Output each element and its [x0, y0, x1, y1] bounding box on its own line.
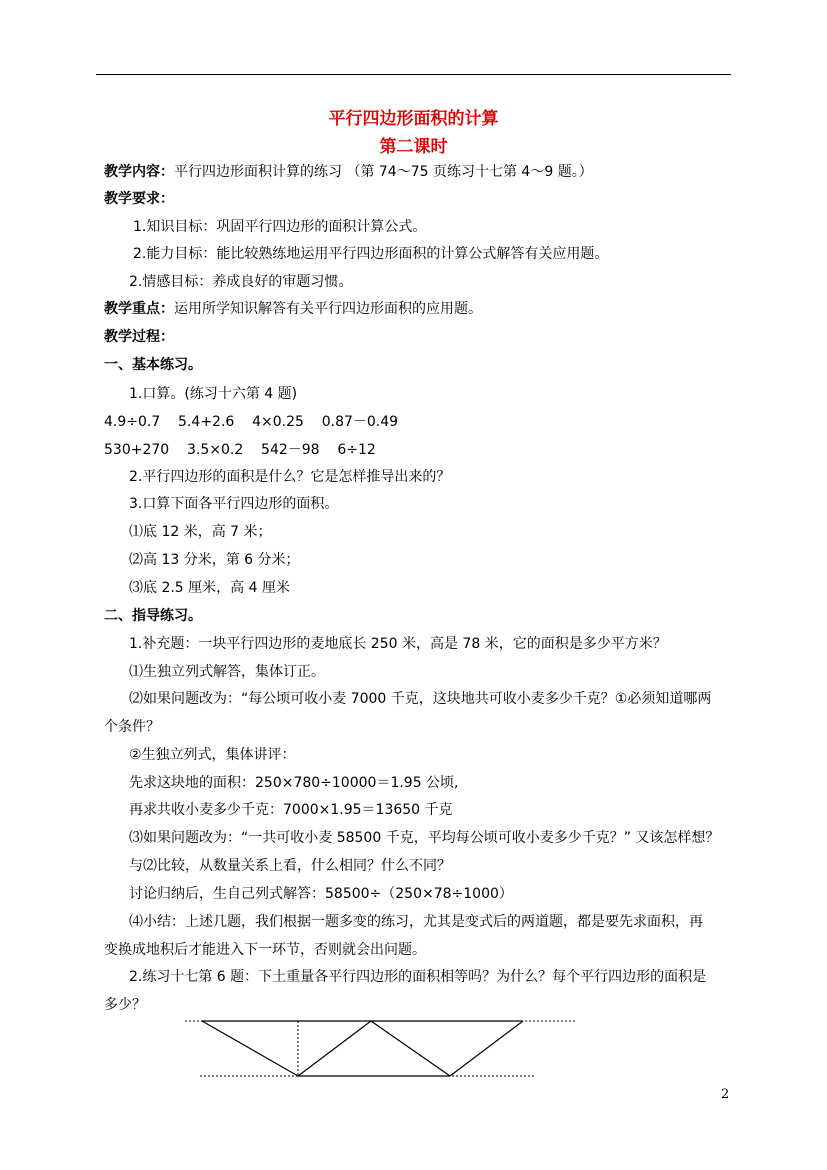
- key-point-text: 运用所学知识解答有关平行四边形面积的应用题。: [174, 301, 482, 317]
- content-text: 平行四边形面积计算的练习 （第 74～75 页练习十七第 4～9 题。）: [174, 164, 593, 180]
- page-number: 2: [721, 1087, 730, 1102]
- parallelogram-edge: [202, 1021, 298, 1076]
- section2-line: 先求这块地的面积：250×780÷10000＝1.95 公顷,: [129, 775, 459, 791]
- section2-line: ⑴生独立列式解答，集体订正。: [129, 664, 325, 680]
- section2-line: 1.补充题：一块平行四边形的麦地底长 250 米，高是 78 米，它的面积是多少平方米？: [129, 636, 667, 652]
- section1-line: 3.口算下面各平行四边形的面积。: [129, 496, 339, 512]
- section2-line: 讨论归纳后，生自己列式解答：58500÷（250×78÷1000）: [129, 886, 513, 902]
- content-line: [104, 162, 593, 182]
- parallelogram-edge: [450, 1021, 523, 1076]
- section2-line: ⑷小结：上述几题，我们根据一题多变的练习，尤其是变式后的两道题，都是要先求面积，再: [129, 914, 703, 930]
- header-rule: [96, 74, 731, 75]
- requirement-item: 2.能力目标：能比较熟练地运用平行四边形面积的计算公式解答有关应用题。: [133, 246, 609, 262]
- section1-line: ⑴底 12 米，高 7 米；: [129, 524, 272, 540]
- section1-line: ⑶底 2.5 厘米，高 4 厘米: [129, 580, 290, 596]
- section2-line: 再求共收小麦多少千克：7000×1.95＝13650 千克: [129, 802, 453, 818]
- section1-line: 530+270 3.5×0.2 542－98 6÷12: [104, 442, 376, 458]
- section1-line: 2.平行四边形的面积是什么？它是怎样推导出来的？: [129, 469, 451, 485]
- page-title: 平行四边形面积的计算: [328, 109, 499, 129]
- section2-line: 与⑵比较，从数量关系上看，什么相同？什么不同？: [129, 858, 451, 874]
- section2-line: 多少？: [104, 997, 146, 1013]
- key-point-label: 教学重点：: [104, 301, 174, 317]
- section1-heading: 一、基本练习。: [104, 357, 202, 373]
- section1-line: ⑵高 13 分米，第 6 分米；: [129, 552, 300, 568]
- key-point-line: [104, 299, 482, 319]
- section1-line: 4.9÷0.7 5.4+2.6 4×0.25 0.87－0.49: [104, 414, 399, 430]
- section2-line: 个条件？: [104, 719, 160, 735]
- section2-line: 2.练习十七第 6 题：下土重量各平行四边形的面积相等吗？为什么？每个平行四边形的面积是: [129, 969, 707, 985]
- section2-line: 变换成地积后才能进入下一环节，否则就会出问题。: [104, 942, 426, 958]
- section2-heading: 二、指导练习。: [104, 608, 202, 624]
- parallelogram-figure: [180, 1015, 580, 1085]
- section2-line: ⑶如果问题改为：“一共可收小麦 58500 千克，平均每公顷可收小麦多少千克？” 又该怎样想？: [129, 830, 720, 846]
- section2-line: ②生独立列式，集体讲评：: [129, 747, 296, 763]
- page-subtitle: 第二课时: [379, 137, 448, 157]
- content-label: 教学内容：: [104, 164, 174, 180]
- requirement-item: 2.情感目标：养成良好的审题习惯。: [129, 274, 353, 290]
- requirements-label: 教学要求：: [104, 191, 174, 207]
- process-label: 教学过程：: [104, 329, 174, 345]
- parallelogram-edge: [371, 1021, 450, 1076]
- section2-line: ⑵如果问题改为：“每公顷可收小麦 7000 千克，这块地共可收小麦多少千克？①必须知道哪两: [129, 691, 712, 707]
- section1-line: 1.口算。(练习十六第 4 题): [129, 386, 298, 402]
- parallelogram-edge: [298, 1021, 371, 1076]
- requirement-item: 1.知识目标：巩固平行四边形的面积计算公式。: [133, 219, 427, 235]
